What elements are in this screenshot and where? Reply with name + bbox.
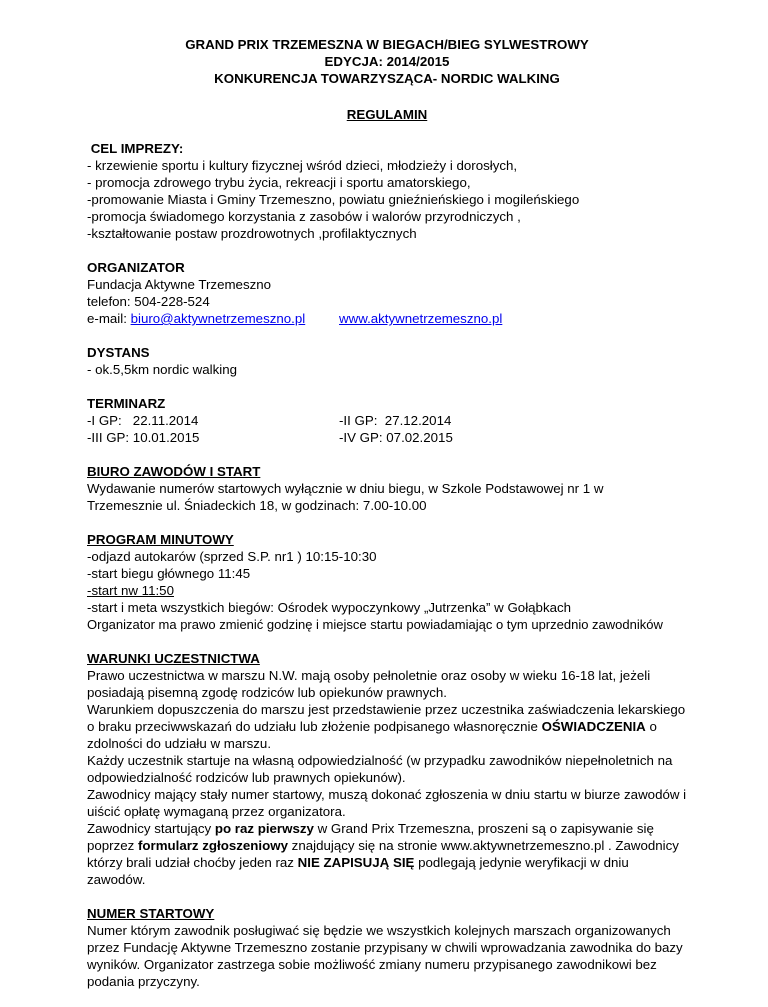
header-line-2: EDYCJA: 2014/2015 — [324, 54, 450, 69]
gp-3: -III GP: 10.01.2015 — [87, 430, 200, 445]
warunki-p2-text-c: o zdolności do udziału w marszu. — [87, 719, 657, 751]
warunki-p2-bold: OŚWIADCZENIA — [541, 719, 646, 734]
header-line-1: GRAND PRIX TRZEMESZNA W BIEGACH/BIEG SYLWESTROWY — [185, 37, 589, 52]
website-link[interactable]: www.aktywnetrzemeszno.pl — [339, 311, 503, 326]
warunki-paragraph-3: Każdy uczestnik startuje na własną odpowiedzialność (w przypadku zawodników niepełnoletnich na odpowiedzialność rodziców lub prawnych opiekunów). — [87, 753, 673, 785]
section-organizator — [87, 259, 687, 327]
program-item-3-text: start nw 11:50 — [91, 583, 174, 598]
section-warunki — [87, 650, 687, 888]
cel-item-3: -promowanie Miasta i Gminy Trzemeszno, powiatu gnieźnieńskiego i mogileńskiego — [87, 192, 580, 207]
warunki-paragraph-4: Zawodnicy mający stały numer startowy, muszą dokonać zgłoszenia w dniu startu w biurze zawodów i uiścić opłatę wymaganą przez organizatora. — [87, 787, 687, 819]
section-cel — [87, 140, 687, 242]
cel-item-5: -kształtowanie postaw prozdrowotnych ,profilaktycznych — [87, 226, 417, 241]
program-item-3 — [87, 582, 687, 599]
section-dystans-title: DYSTANS — [87, 345, 150, 360]
program-item-1: -odjazd autokarów (sprzed S.P. nr1 ) 10:15-10:30 — [87, 549, 377, 564]
section-biuro-title: BIURO ZAWODÓW I START — [87, 464, 261, 479]
email-label: e-mail: — [87, 311, 131, 326]
program-item-3-dash: - — [87, 583, 92, 598]
email-link[interactable]: biuro@aktywnetrzemeszno.pl — [130, 311, 306, 326]
section-cel-title: CEL IMPREZY: — [87, 141, 184, 156]
program-item-5: Organizator ma prawo zmienić godzinę i miejsce startu powiadamiając o tym uprzednio zawodników — [87, 617, 663, 632]
terminarz-row-1 — [87, 412, 687, 429]
warunki-p5-bold-first: po raz pierwszy — [214, 821, 314, 836]
warunki-p5-text-a: Zawodnicy startujący — [87, 821, 215, 836]
terminarz-row-2 — [87, 429, 687, 446]
section-numer-title: NUMER STARTOWY — [87, 906, 215, 921]
section-organizator-title: ORGANIZATOR — [87, 260, 185, 275]
warunki-paragraph-5 — [87, 820, 687, 888]
program-item-2: -start biegu głównego 11:45 — [87, 566, 251, 581]
gp-2: -II GP: 27.12.2014 — [339, 413, 452, 428]
cel-item-1: - krzewienie sportu i kultury fizycznej wśród dzieci, młodzieży i dorosłych, — [87, 158, 518, 173]
warunki-p2-text-a: Warunkiem dopuszczenia do marszu jest przedstawienie przez uczestnika zaświadczenia lekarskiego o braku przeciwwskazań do udziału lub złożenie podpisanego własnoręcznie — [87, 702, 686, 734]
section-terminarz — [87, 395, 687, 446]
document-page — [87, 36, 687, 1007]
cel-item-2: - promocja zdrowego trybu życia, rekreacji i sportu amatorskiego, — [87, 175, 471, 190]
organizator-email-cell — [87, 310, 339, 327]
section-numer — [87, 905, 687, 990]
dystans-value: - ok.5,5km nordic walking — [87, 362, 238, 377]
organizator-contact-row — [87, 310, 687, 327]
program-item-4: -start i meta wszystkich biegów: Ośrodek wypoczynkowy „Jutrzenka” w Gołąbkach — [87, 600, 572, 615]
warunki-paragraph-1: Prawo uczestnictwa w marszu N.W. mają osoby pełnoletnie oraz osoby w wieku 16-18 lat, jeżeli posiadają pisemną zgodę rodziców lub opiekunów prawnych. — [87, 668, 651, 700]
section-terminarz-title: TERMINARZ — [87, 396, 166, 411]
regulamin-heading: REGULAMIN — [346, 107, 428, 122]
organizator-name: Fundacja Aktywne Trzemeszno — [87, 277, 272, 292]
warunki-paragraph-2 — [87, 701, 687, 752]
gp-1: -I GP: 22.11.2014 — [87, 413, 199, 428]
biuro-line-2: Trzemesznie ul. Śniadeckich 18, w godzinach: 7.00-10.00 — [87, 498, 427, 513]
section-warunki-title: WARUNKI UCZESTNICTWA — [87, 651, 260, 666]
header-line-3: KONKURENCJA TOWARZYSZĄCA- NORDIC WALKING — [214, 71, 560, 86]
section-program — [87, 531, 687, 633]
warunki-p5-text-e: znajdujący się na stronie www.aktywnetrzemeszno.pl . Zawodnicy którzy brali udział choćby jeden raz — [87, 838, 679, 870]
warunki-p5-bold-form: formularz zgłoszeniowy — [138, 838, 288, 853]
warunki-p5-text-c: w Grand Prix Trzemeszna, proszeni są o zapisywanie się poprzez — [87, 821, 654, 853]
warunki-p5-text-g: podlegają jedynie weryfikacji w dniu zawodów. — [87, 855, 629, 887]
section-dystans — [87, 344, 687, 378]
organizator-website-cell — [339, 310, 502, 327]
cel-item-4: -promocja świadomego korzystania z zasobów i walorów przyrodniczych , — [87, 209, 521, 224]
section-program-title: PROGRAM MINUTOWY — [87, 532, 234, 547]
document-header — [87, 36, 687, 87]
gp-4: -IV GP: 07.02.2015 — [339, 430, 453, 445]
organizator-phone: telefon: 504-228-524 — [87, 294, 210, 309]
section-biuro — [87, 463, 687, 514]
biuro-line-1: Wydawanie numerów startowych wyłącznie w dniu biegu, w Szkole Podstawowej nr 1 w — [87, 481, 604, 496]
warunki-p5-bold-nozapis: NIE ZAPISUJĄ SIĘ — [297, 855, 415, 870]
numer-paragraph-1: Numer którym zawodnik posługiwać się będzie we wszystkich kolejnych marszach organizowanych przez Fundację Aktywne Trzemeszno zostanie przypisany w chwili wprowadzania zawodnika do bazy wyników. Organizator zastrzega sobie możliwość zmiany numeru przypisanego zawodnikowi bez podania przyczyny. — [87, 923, 683, 989]
